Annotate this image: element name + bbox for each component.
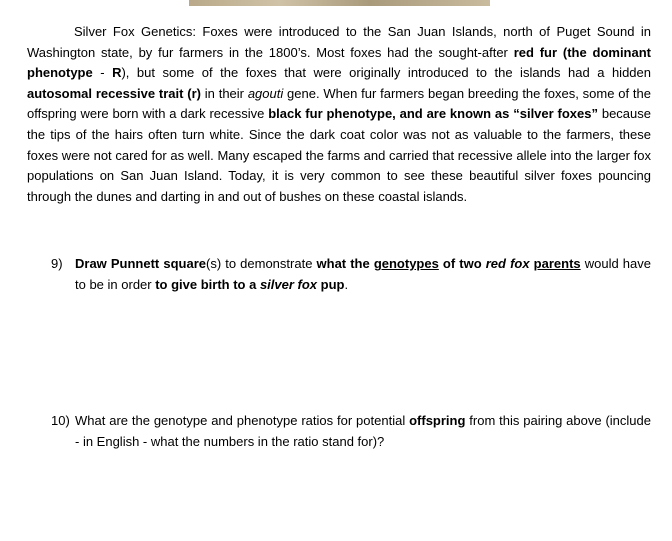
- q9-text: would have to be in order: [75, 256, 651, 292]
- passage-text: ), but some of the foxes that were originally introduced to the islands had a hidden: [121, 65, 651, 81]
- passage-bold-red-fur: red fur (the dominant phenotype: [27, 44, 651, 81]
- passage-paragraph: [27, 22, 651, 207]
- q9-underline-parents: parents: [533, 256, 581, 271]
- q9-bold-italic-silver-fox: silver fox: [259, 276, 318, 292]
- question-text: [75, 411, 651, 452]
- question-number: 9): [51, 256, 63, 271]
- q9-bold-what-the: what the: [316, 256, 374, 271]
- passage-text: because the tips of the hairs often turn white. Since the dark coat color was not as valuable to the farmers, these foxes were not cared for as well. Many escaped the farms and carried that recessive allele into the larger fox populations on San Juan Island. Today, it is very common to see these beautiful silver foxes pouncing through the dunes and darting in and out of bushes on these coastal islands.: [27, 106, 651, 204]
- q9-bold-of-two: of two: [438, 256, 486, 271]
- passage-bold-recessive-trait: autosomal recessive trait (r): [27, 85, 201, 101]
- passage-text: gene. When fur farmers began breeding the foxes, some of the offspring were born with a dark recessive: [27, 85, 651, 122]
- passage-text: -: [92, 65, 113, 81]
- q9-bold-pup: pup: [317, 276, 345, 292]
- q10-text: What are the genotype and phenotype ratios for potential: [75, 413, 410, 428]
- fox-photo-edge: [189, 0, 490, 6]
- q9-bold-italic-red-fox: red fox: [485, 256, 530, 271]
- q9-bold-punnett: Draw Punnett square: [75, 256, 206, 271]
- q10-text: from this pairing above (include - in English - what the numbers in the ratio stand for)?: [75, 413, 651, 449]
- question-10: [27, 411, 651, 452]
- q10-bold-offspring: offspring: [409, 413, 466, 428]
- passage-text: Silver Fox Genetics: Foxes were introduced to the San Juan Islands, north of Puget Sound in Washington state, by fur farmers in the 1800’s. Most foxes had the sought-after: [27, 24, 651, 60]
- q9-text: .: [344, 276, 349, 292]
- passage-bold-allele-R: R: [112, 65, 122, 81]
- q9-underline-genotypes: genotypes: [373, 256, 439, 271]
- passage-italic-agouti: agouti: [247, 85, 284, 101]
- q9-text: (s) to demonstrate: [205, 256, 317, 271]
- question-number: 10): [51, 413, 70, 428]
- passage-text: in their: [200, 85, 248, 101]
- passage-bold-silver-foxes: black fur phenotype, and are known as “silver foxes”: [268, 106, 598, 122]
- question-text: [75, 254, 651, 295]
- question-9: [27, 254, 651, 295]
- q9-bold-give-birth: to give birth to a: [155, 276, 260, 292]
